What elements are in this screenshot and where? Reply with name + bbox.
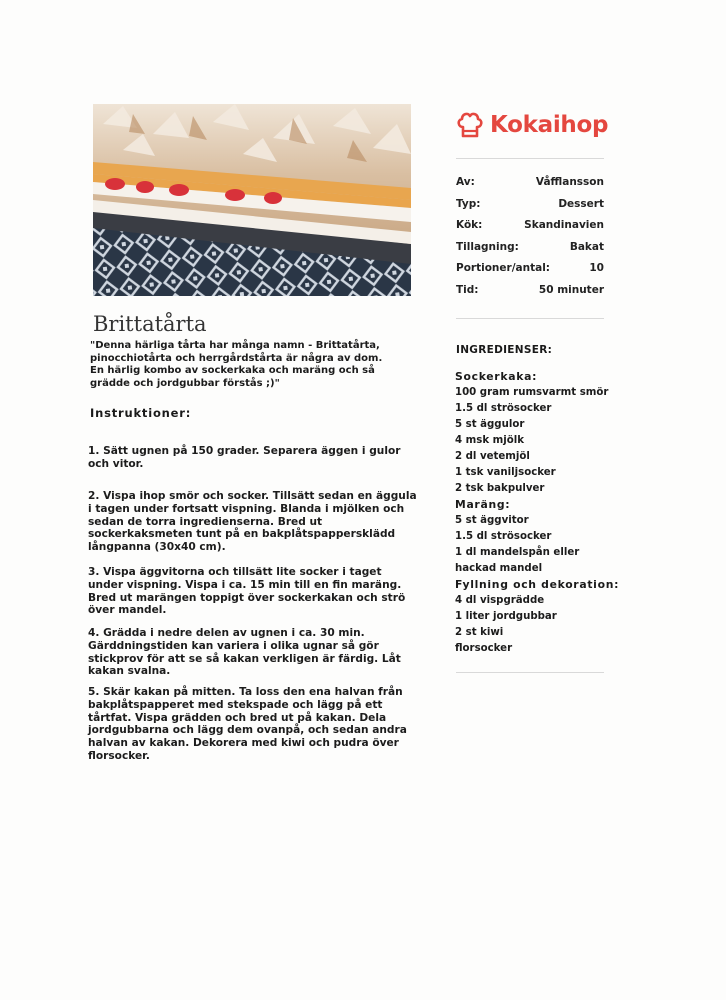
recipe-title: Brittatårta: [93, 312, 207, 336]
ingredient-item: 1 liter jordgubbar: [455, 611, 557, 622]
meta-row-servings: [456, 262, 604, 284]
ingredient-item: 2 dl vetemjöl: [455, 451, 530, 462]
ingredient-item: 1 dl mandelspån eller hackad mandel: [455, 547, 580, 574]
brand-logo: [456, 108, 608, 142]
meta-key: Typ:: [456, 197, 481, 210]
meta-value: Skandinavien: [524, 219, 604, 232]
ingredient-item: 2 st kiwi: [455, 627, 504, 638]
ingredient-item: 5 st äggulor: [455, 419, 525, 430]
meta-value: Bakat: [569, 240, 604, 253]
meta-value: Våfflansson: [535, 176, 604, 188]
meta-key: Portioner/antal:: [456, 262, 550, 275]
recipe-photo: [93, 104, 411, 296]
instruction-step: 3. Vispa äggvitorna och tillsätt lite socker i taget under vispning. Vispa i ca. 15 min till en fin maräng. Bred ut marängen toppigt över sockerkakan och strö över mandel.: [88, 566, 406, 617]
ingredients-heading: INGREDIENSER:: [456, 344, 553, 356]
meta-row-author: [456, 176, 604, 198]
instruction-step: 2. Vispa ihop smör och socker. Tillsätt sedan en äggula i tagen under fortsatt vispning. Blanda i mjölken och sedan de torra ingredienserna. Bred ut sockerkaksmeten tunt på en bakplåtspappersklädd långpanna (30x40 cm).: [88, 490, 417, 554]
meta-key: Kök:: [456, 219, 483, 232]
ingredient-item: 2 tsk bakpulver: [455, 483, 545, 494]
meta-row-method: [456, 241, 604, 263]
ingredient-item: 4 dl vispgrädde: [455, 595, 545, 606]
meta-value: Dessert: [558, 197, 604, 210]
meta-key: Tillagning:: [456, 240, 519, 253]
ingredient-item: 100 gram rumsvarmt smör: [455, 387, 609, 398]
divider: [456, 158, 604, 159]
recipe-meta: [456, 176, 604, 306]
ingredient-item: 5 st äggvitor: [455, 515, 529, 526]
instruction-step: 1. Sätt ugnen på 150 grader. Separera äggen i gulor och vitor.: [88, 445, 401, 470]
meta-key: Av:: [456, 176, 475, 188]
ingredient-section-title: Maräng:: [455, 498, 511, 511]
ingredient-item: 4 msk mjölk: [455, 435, 525, 446]
cake-photo-icon: [93, 104, 411, 296]
ingredient-item: florsocker: [455, 643, 513, 654]
ingredient-item: 1.5 dl strösocker: [455, 403, 552, 414]
meta-row-type: [456, 198, 604, 220]
ingredients-list: [455, 369, 620, 657]
meta-value: 10: [589, 262, 604, 275]
instructions-heading: Instruktioner:: [90, 406, 192, 420]
meta-value: 50 minuter: [538, 283, 604, 296]
meta-row-time: [456, 284, 604, 306]
instruction-step: 4. Grädda i nedre delen av ugnen i ca. 30 min. Gärddningstiden kan variera i olika ugnar så gör stickprov för att se så kakan verkligen är färdig. Låt kakan svalna.: [88, 627, 401, 678]
divider: [456, 318, 604, 319]
ingredient-section-title: Sockerkaka:: [455, 370, 538, 383]
instruction-step: 5. Skär kakan på mitten. Ta loss den ena halvan från bakplåtspapperet med stekspade och lägg på ett tårtfat. Vispa grädden och bred ut på kakan. Dela jordgubbarna och lägg dem ovanpå, och sedan andra halvan av kakan. Dekorera med kiwi och pudra över florsocker.: [88, 686, 407, 762]
brand-name: Kokaihop: [490, 112, 609, 138]
recipe-intro: "Denna härliga tårta har många namn - Brittatårta, pinocchiotårta och herrgårdstårta är några av dom. En härlig kombo av sockerkaka och maräng och så grädde och jordgubbar förstås ;)": [90, 340, 383, 389]
ingredient-section-title: Fyllning och dekoration:: [455, 578, 620, 591]
ingredient-item: 1.5 dl strösocker: [455, 531, 552, 542]
ingredient-item: 1 tsk vaniljsocker: [455, 467, 556, 478]
meta-row-cuisine: [456, 219, 604, 241]
meta-key: Tid:: [456, 283, 479, 296]
divider: [456, 672, 604, 673]
chef-hat-icon: [456, 110, 484, 140]
